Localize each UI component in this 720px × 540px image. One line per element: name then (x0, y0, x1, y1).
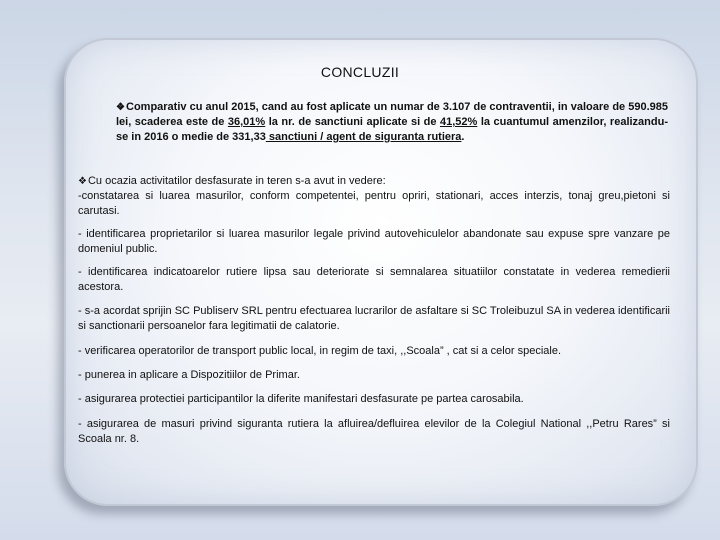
list-item: - asigurarea de masuri privind siguranta rutiera la afluirea/defluirea elevilor de la Colegiul National ,,Petru Rares” si Scoala nr. 8. (78, 418, 670, 445)
list-item: - identificarea proprietarilor si luarea masurilor legale privind autovehiculelor abandonate sau expuse spre vanzare pe domeniul public. (78, 228, 670, 255)
list-item: - s-a acordat sprijin SC Publiserv SRL pentru efectuarea lucrarilor de asfaltare si SC Troleibuzul SA in vederea identificarii si sanctionarii persoanelor fara legitimatii de calatorie. (78, 305, 670, 332)
intro-text-2: la nr. de sanctiuni aplicate si de (265, 116, 440, 128)
list-item: - asigurarea protectiei participantilor la diferite manifestari desfasurate pe partea carosabila. (78, 393, 524, 405)
intro-text-3: la cuantumul amenzilor, realizandu-se in 2016 o medie de 331,33 (116, 116, 668, 143)
diamond-bullet-icon: ❖ (78, 176, 87, 187)
intro-underlined-tail: sanctiuni / agent de siguranta rutiera (265, 131, 462, 143)
page-title: CONCLUZII (320, 64, 400, 80)
activities-paragraph (78, 174, 670, 219)
list-item: - identificarea indicatoarelor rutiere lipsa sau deteriorate si semnalarea situatiilor constatate in vederea remedierii acestora. (78, 266, 670, 293)
intro-end: . (461, 131, 465, 143)
percent-fines: 41,52% (440, 116, 478, 128)
diamond-bullet-icon: ❖ (116, 102, 125, 113)
list-item: - verificarea operatorilor de transport public local, in regim de taxi, ,,Scoala” , cat si a celor speciale. (78, 345, 561, 357)
intro-paragraph (116, 100, 668, 145)
list-item: -constatarea si luarea masurilor, conform competentei, pentru opriri, stationari, acces interzis, tonaj greu,pietoni si carutasi. (78, 190, 670, 217)
activities-lead: Cu ocazia activitatilor desfasurate in teren s-a avut in vedere: (87, 175, 386, 187)
intro-text-1: Comparativ cu anul 2015, cand au fost aplicate un numar de 3.107 de contraventii, in valoare de 590.985 lei, scaderea este de (116, 101, 669, 128)
percent-sanctions: 36,01% (227, 116, 266, 128)
list-item: - punerea in aplicare a Dispozitiilor de Primar. (78, 369, 300, 381)
